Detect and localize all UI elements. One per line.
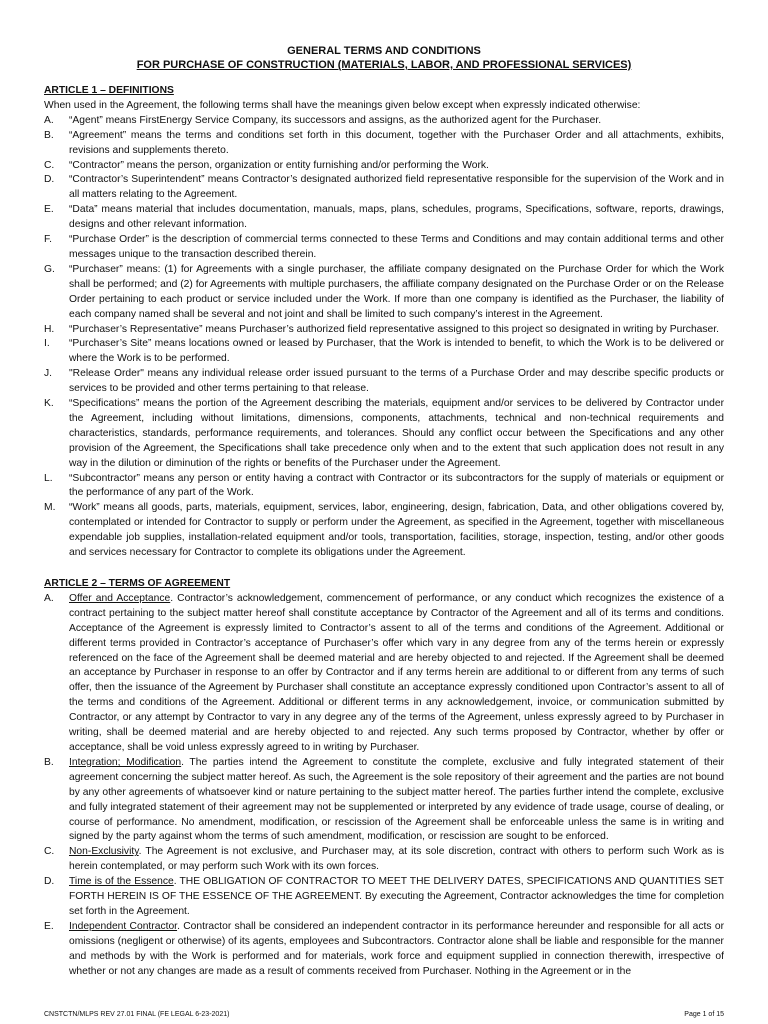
item-letter: B. — [44, 129, 54, 141]
item-text: “Specifications” means the portion of the Agreement describing the materials, equipment and/or services to be delivered by Contractor under the Agreement, including without limitations, dimensions, components, attachments, technical and non-technical requirements and characteristics, standards, performance requirements, and tolerances. Should any conflict occur between the Specifications and any other provision of the Agreement, the Specifications shall take precedence only when and to the extent that such application does not result in any way in the dilution or diminution of the rights or benefits of the Purchaser under the Agreement. — [69, 398, 724, 469]
item-letter: E. — [44, 920, 54, 932]
definition-item-b — [44, 129, 724, 159]
definition-item-i — [44, 337, 724, 367]
item-letter: D. — [44, 876, 55, 888]
definition-item-f — [44, 233, 724, 263]
item-title: Time is of the Essence — [69, 876, 174, 888]
item-text: “Purchaser’s Representative” means Purchaser’s authorized field representative assigned to this project so designated in writing by Purchaser. — [69, 323, 720, 335]
item-text — [69, 756, 724, 845]
item-letter: B. — [44, 756, 54, 768]
item-text: “Contractor” means the person, organization or entity furnishing and/or performing the Work. — [69, 159, 489, 171]
item-letter: D. — [44, 174, 55, 186]
item-letter: A. — [44, 592, 54, 604]
item-letter: I. — [44, 338, 50, 350]
article-1-definitions — [44, 114, 724, 561]
item-title: Non-Exclusivity — [69, 846, 139, 858]
item-letter: F. — [44, 234, 53, 246]
item-letter: J. — [44, 368, 53, 380]
definition-item-a — [44, 114, 724, 129]
definition-item-g — [44, 263, 724, 323]
item-title: Integration; Modification — [69, 756, 182, 768]
item-text — [69, 920, 724, 980]
item-title: Independent Contractor — [69, 920, 178, 932]
term-item-e — [44, 920, 724, 980]
item-letter: A. — [44, 114, 54, 126]
footer-document-code: CNSTCTN/MLPS REV 27.01 FINAL (FE LEGAL 6-23-2021) — [44, 1011, 230, 1018]
item-text: “Purchaser’s Site” means locations owned or leased by Purchaser, that the Work is intended to benefit, to which the Work is to be delivered or where the Work is to be performed. — [69, 338, 724, 365]
item-title: Offer and Acceptance — [69, 592, 171, 604]
item-text — [69, 845, 724, 875]
item-text — [69, 875, 724, 920]
item-text: "Release Order" means any individual release order issued pursuant to the terms of a Purchase Order and may describe specific products or services to be provided and other terms pertaining to that release. — [69, 368, 724, 395]
term-item-b — [44, 756, 724, 845]
definition-item-h — [44, 323, 724, 338]
footer-page-number: Page 1 of 15 — [684, 1011, 724, 1018]
definition-item-c — [44, 159, 724, 174]
document-title: GENERAL TERMS AND CONDITIONS — [287, 45, 481, 57]
article-1-intro: When used in the Agreement, the following terms shall have the meanings given below except when expressly indicated otherwise: — [44, 99, 641, 111]
term-item-d — [44, 875, 724, 920]
article-2-heading: ARTICLE 2 – TERMS OF AGREEMENT — [44, 578, 231, 589]
item-text: “Purchase Order” is the description of commercial terms connected to these Terms and Conditions and may contain additional terms and other messages unique to the transaction described therein. — [69, 234, 724, 260]
item-letter: C. — [44, 846, 55, 858]
item-body: . The Agreement is not exclusive, and Purchaser may, at its sole discretion, contract with others to perform such Work as is herein contemplated, or may perform such Work with its own forces. — [69, 846, 724, 873]
definition-item-l — [44, 472, 724, 502]
term-item-a — [44, 592, 724, 756]
definition-item-e — [44, 203, 724, 233]
item-text: “Contractor’s Superintendent” means Contractor’s designated authorized field representative responsible for the supervision of the Work and in all matters relating to the Agreement. — [69, 174, 724, 201]
item-body: . THE OBLIGATION OF CONTRACTOR TO MEET THE DELIVERY DATES, SPECIFICATIONS AND QUANTITIES SET FORTH HEREIN IS OF THE ESSENCE OF THE AGREEMENT. By executing the Agreement, Contractor acknowledges the time for completion set forth in the Agreement. — [69, 876, 724, 917]
document-subtitle: FOR PURCHASE OF CONSTRUCTION (MATERIALS, LABOR, AND PROFESSIONAL SERVICES) — [136, 59, 632, 71]
item-letter: H. — [44, 323, 55, 335]
item-letter: C. — [44, 159, 55, 171]
definition-item-k — [44, 397, 724, 472]
document-body — [44, 84, 724, 979]
item-text: “Subcontractor” means any person or entity having a contract with Contractor or its subcontractors for the supply of materials or equipment or the performance of any part of the Work. — [69, 472, 724, 499]
article-2-terms — [44, 592, 724, 980]
article-1-heading: ARTICLE 1 – DEFINITIONS — [44, 85, 174, 96]
item-body: . Contractor shall be considered an independent contractor in its performance hereunder and responsible for all acts or omissions (negligent or otherwise) of its agents, employees and Subcontractors. Contractor alone shall be liable and responsible for the manner and methods by with the Work is performed and for materials, work force and equipment supplied in connection therewith, irrespective of whether or not any changes are made as a result of comments received from Purchaser. Nothing in the Agreement or in the — [69, 920, 725, 977]
definition-item-m — [44, 501, 724, 561]
item-text — [69, 592, 724, 756]
item-body: . Contractor’s acknowledgement, commencement of performance, or any conduct which recognizes the existence of a contract pertaining to the subject matter hereof shall constitute acceptance by Contractor of the Agreement and all of its terms and conditions. Acceptance of the Agreement is expressly limited to Contractor’s assent to all of the terms and conditions of the Agreement. Additional or different terms provided in Contractor’s acceptance of Purchaser’s offer which vary in any degree from any of the terms herein or expressly referenced on the face of the Agreement shall be deemed material and are hereby objected to and rejected. If the Agreement shall be deemed an acceptance by Purchaser in response to an offer by Contractor and if any terms herein are additional to or different from any terms of such offer, then the issuance of the Agreement by Purchaser shall constitute an acceptance expressly conditioned upon Contractor’s assent to all of the terms and conditions of the Agreement. Additional or different terms in any acknowledgement, invoice, or communication submitted by Contractor, or any attempt by Contractor to vary in any degree any of the terms of the Agreement, unless expressly agreed to by Purchaser in writing, shall be deemed material and are hereby objected to and rejected. Any such terms proposed by Contractor, whether by offer or acceptance, shall be void unless expressly agreed to in writing by Purchaser. — [69, 592, 724, 753]
definition-item-j — [44, 367, 724, 397]
term-item-c — [44, 845, 724, 875]
item-letter: G. — [44, 263, 55, 275]
definition-item-d — [44, 173, 724, 203]
item-text: “Purchaser” means: (1) for Agreements with a single purchaser, the affiliate company designated on the Purchase Order for which the Work shall be performed; and (2) for Agreements with multiple purchasers, the affiliate company designated on the Purchase Order or on the Release Order pertaining to each product or service included under the Work. If more than one company is identified as the Purchaser, the liability of each company named shall be several and not joint and shall be limited to such company’s interest in the Agreement. — [69, 263, 724, 320]
item-text: “Agent” means FirstEnergy Service Company, its successors and assigns, as the authorized agent for the Purchaser. — [69, 114, 602, 126]
item-letter: K. — [44, 398, 54, 410]
item-text: “Work” means all goods, parts, materials, equipment, services, labor, engineering, design, fabrication, Data, and other obligations covered by, contemplated or intended for Contractor to supply or perform under the Agreement, as specified in the Agreement, together with miscellaneous expendable job supplies, installation-related equipment and/or tools, transportation, facilities, storage, inspection, testing, and/or other goods and services necessary for Contractor to complete its obligations under the Agreement. — [69, 502, 724, 559]
item-text: “Agreement” means the terms and conditions set forth in this document, together with the Purchaser Order and all attachments, exhibits, revisions and supplements thereto. — [69, 129, 724, 156]
item-letter: E. — [44, 204, 54, 216]
item-letter: M. — [44, 502, 56, 514]
item-letter: L. — [44, 472, 53, 484]
item-text: “Data” means material that includes documentation, manuals, maps, plans, schedules, programs, Specifications, software, reports, drawings, designs and other relevant information. — [69, 204, 724, 231]
item-body: . The parties intend the Agreement to constitute the complete, exclusive and fully integrated statement of their agreement concerning the subject matter hereof. As such, the Agreement is the sole repository of their agreement and the parties are not bound by any other agreements of whatsoever kind or nature pertaining to the subject matter hereof. The parties further intend the complete, exclusive and fully integrated statement of their agreement may not be supplemented or interpreted by any evidence of trade usage, course of dealing, or course of performance. No amendment, modification, or rescission of the Agreement shall be enforceable unless the same is in writing and signed by the party against whom the terms of such amendment, modification, or rescission are sought to be enforced. — [69, 756, 724, 843]
